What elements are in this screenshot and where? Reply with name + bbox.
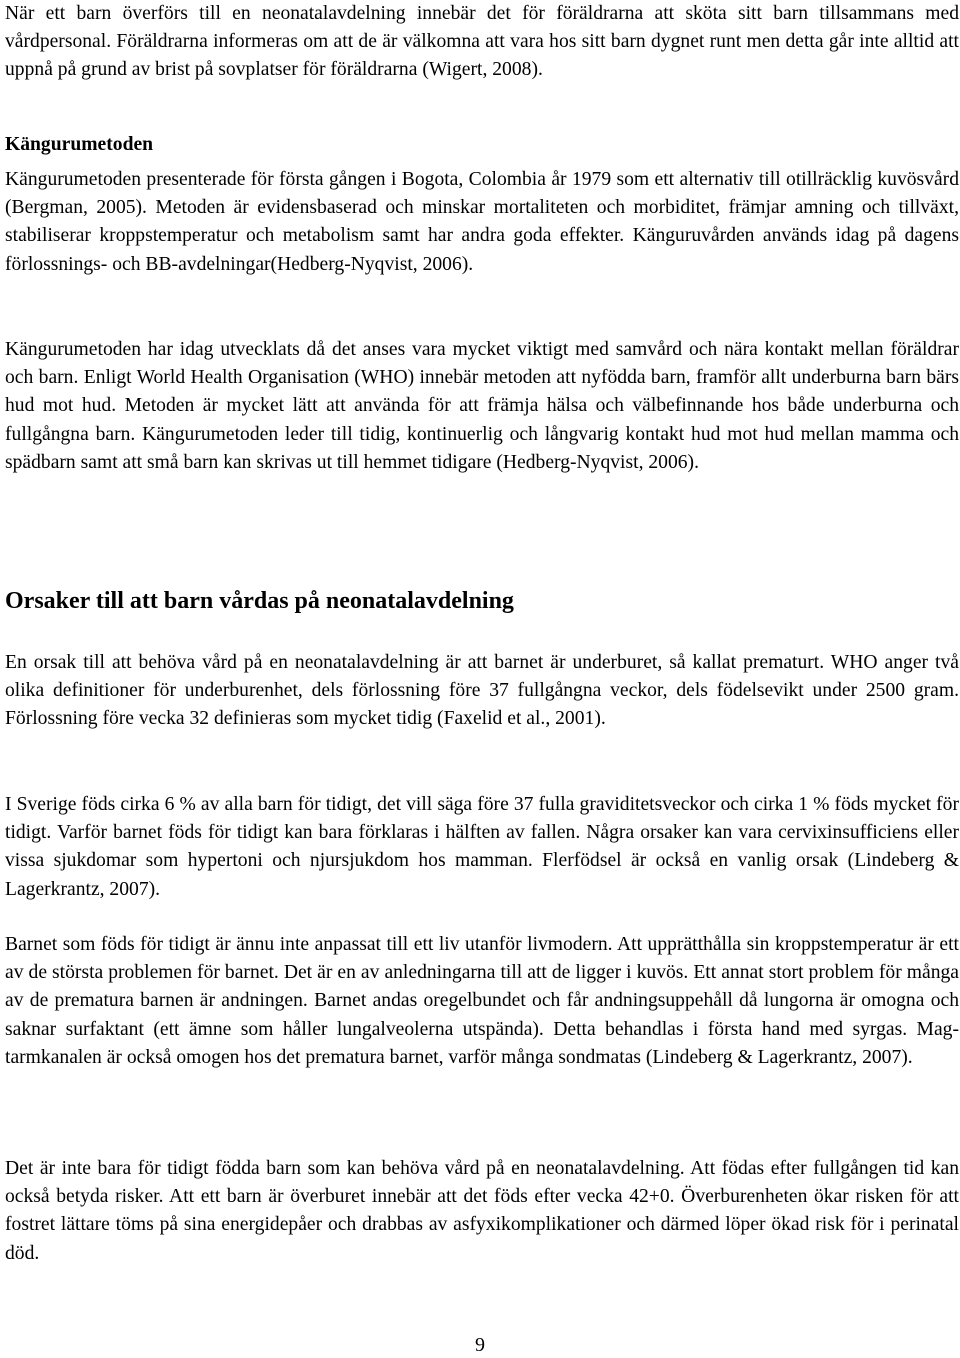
causes-paragraph-2: I Sverige föds cirka 6 % av alla barn för tidigt, det vill säga före 37 fulla graviditetsveckor och cirka 1 % föds mycket för tidigt. Varför barnet föds för tidigt kan bara förklaras i hälften av fallen. Några orsaker kan vara cervixinsufficiens eller vissa sjukdomar som hypertoni och njursjukdom hos mamman. Flerfödsel är också en vanlig orsak (Lindeberg & Lagerkrantz, 2007). bbox=[5, 794, 959, 900]
causes-paragraph-4: Det är inte bara för tidigt födda barn som kan behöva vård på en neonatalavdelning. Att födas efter fullgången tid kan också betyda risker. Att ett barn är överburet innebär att det föds efter vecka 42+0. Överburenheten ökar risken för att fostret lättare töms på sina energidepåer och drabbas av asfyxikomplikationer och därmed löper ökad risk för i perinatal död. bbox=[5, 1158, 959, 1264]
kangaroo-heading: Kängurumetoden bbox=[5, 134, 154, 155]
causes-paragraph-3: Barnet som föds för tidigt är ännu inte anpassat till ett liv utanför livmodern. Att upprätthålla sin kroppstemperatur är ett av de största problemen för barnet. Det är en av anledningarna till att de ligger i kuvös. Ett annat stort problem för många av de prematura barnen är andningen. Barnet andas oregelbundet och får andningsuppehåll då lungorna är omogna och saknar surfaktant (ett ämne som håller lungalveolerna utspända). Detta behandlas i första hand med syrgas. Mag-tarmkanalen är också omogen hos det prematura barnet, varför många sondmatas (Lindeberg & Lagerkrantz, 2007). bbox=[5, 934, 959, 1068]
causes-paragraph-1: En orsak till att behöva vård på en neonatalavdelning är att barnet är underburet, så kallat prematurt. WHO anger två olika definitioner för underburenhet, dels förlossning före 37 fullgångna veckor, dels födelsevikt under 2500 gram. Förlossning före vecka 32 definieras som mycket tidig (Faxelid et al., 2001). bbox=[5, 652, 959, 730]
kangaroo-paragraph-1: Kängurumetoden presenterade för första gången i Bogota, Colombia år 1979 som ett alternativ till otillräcklig kuvösvård (Bergman, 2005). Metoden är evidensbaserad och minskar mortaliteten och morbiditet, främjar amning och tillväxt, stabiliserar kroppstemperatur och metabolism samt har andra goda effekter. Känguruvården används idag på dagens förlossnings- och BB-avdelningar(Hedberg-Nyqvist, 2006). bbox=[5, 169, 959, 275]
page-number: 9 bbox=[475, 1334, 485, 1356]
causes-heading: Orsaker till att barn vårdas på neonatalavdelning bbox=[5, 588, 514, 614]
kangaroo-paragraph-2: Kängurumetoden har idag utvecklats då det anses vara mycket viktigt med samvård och nära kontakt mellan föräldrar och barn. Enligt World Health Organisation (WHO) innebär metoden att nyfödda barn, framför allt underburna barn bärs hud mot hud. Metoden är mycket lätt att använda för att främja hälsa och välbefinnande hos både underburna och fullgångna barn. Kängurumetoden leder till tidig, kontinuerlig och långvarig kontakt hud mot hud mellan mamma och spädbarn samt att små barn kan skrivas ut till hemmet tidigare (Hedberg-Nyqvist, 2006). bbox=[5, 339, 959, 473]
intro-paragraph: När ett barn överförs till en neonatalavdelning innebär det för föräldrarna att sköta sitt barn tillsammans med vårdpersonal. Föräldrarna informeras om att de är välkomna att vara hos sitt barn dygnet runt men detta går inte alltid att uppnå på grund av brist på sovplatser för föräldrarna (Wigert, 2008). bbox=[5, 3, 959, 81]
